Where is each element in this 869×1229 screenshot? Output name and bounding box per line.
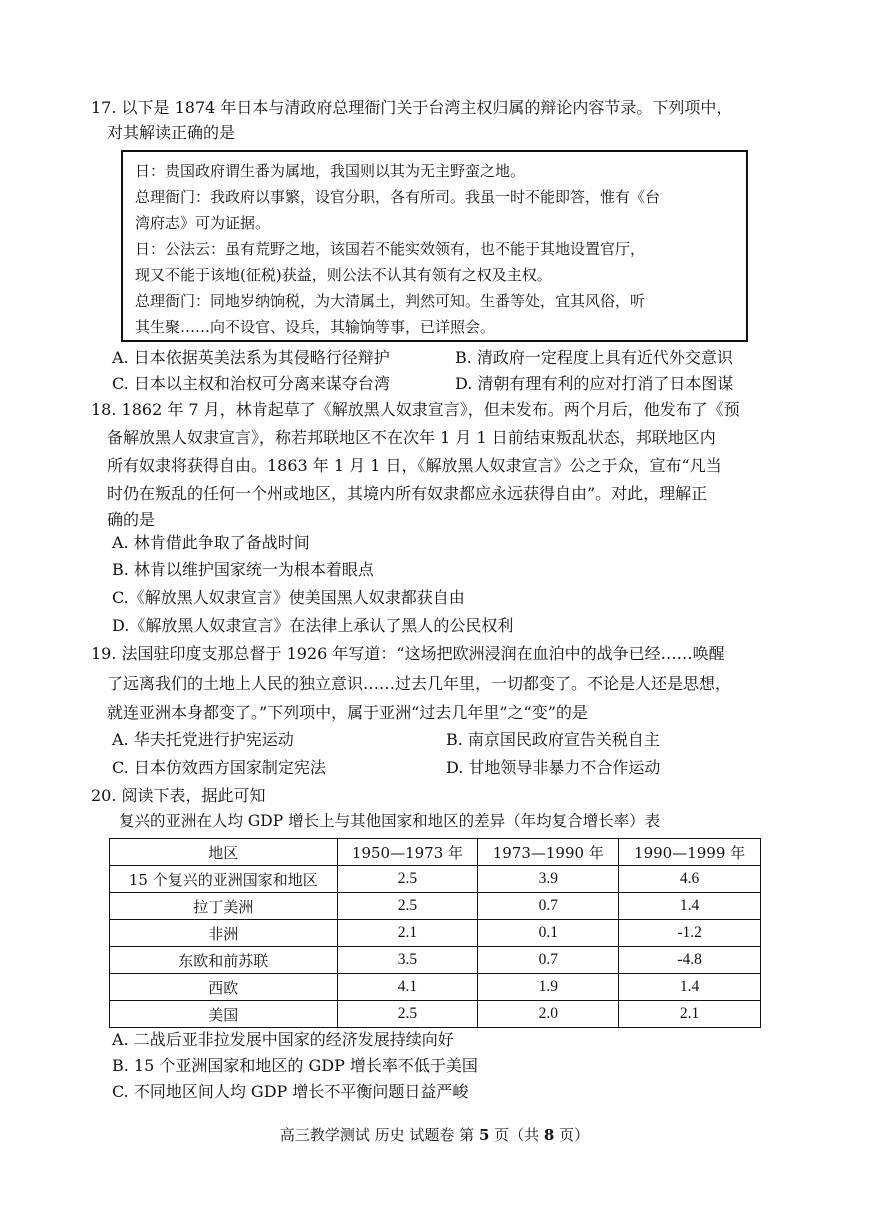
q19-option-c: C. 日本仿效西方国家制定宪法 bbox=[112, 758, 326, 777]
quote-line: 其生聚……向不设官、设兵，其输饷等事，已详照会。 bbox=[135, 318, 496, 336]
table-cell-value: 1.4 bbox=[619, 893, 761, 920]
table-cell-region: 非洲 bbox=[110, 920, 338, 947]
quote-line: 湾府志》可为证据。 bbox=[135, 214, 271, 232]
q18-option-c: C.《解放黑人奴隶宣言》使美国黑人奴隶都获自由 bbox=[112, 588, 465, 607]
q18-stem-line: 确的是 bbox=[107, 510, 156, 529]
q17-stem-line2: 对其解读正确的是 bbox=[107, 123, 236, 142]
table-cell-region: 西欧 bbox=[110, 974, 338, 1001]
q18-option-b: B. 林肯以维护国家统一为根本着眼点 bbox=[112, 560, 374, 579]
table-header-cell: 1990—1999 年 bbox=[619, 839, 761, 866]
quote-line: 日：公法云：虽有荒野之地，该国若不能实效领有，也不能于其地设置官厅， bbox=[135, 240, 646, 258]
q18-stem-line: 时仍在叛乱的任何一个州或地区，其境内所有奴隶都应永远获得自由”。对此，理解正 bbox=[107, 484, 708, 503]
table-cell-value: 0.1 bbox=[478, 920, 619, 947]
q20-option-b: B. 15 个亚洲国家和地区的 GDP 增长率不低于美国 bbox=[112, 1056, 478, 1075]
table-header-cell: 1973—1990 年 bbox=[478, 839, 619, 866]
q20-table-title: 复兴的亚洲在人均 GDP 增长上与其他国家和地区的差异（年均复合增长率）表 bbox=[119, 812, 661, 830]
table-cell-value: 1.9 bbox=[478, 974, 619, 1001]
quote-line: 总理衙门：我政府以事繁，设官分职，各有所司。我虽一时不能即答，惟有《台 bbox=[135, 188, 661, 206]
q20-stem: 20. 阅读下表，据此可知 bbox=[91, 786, 266, 805]
table-cell-region: 美国 bbox=[110, 1001, 338, 1028]
table-row bbox=[110, 893, 761, 920]
table-cell-value: 2.5 bbox=[337, 1001, 478, 1028]
table-cell-value: 2.0 bbox=[478, 1001, 619, 1028]
table-header-cell: 1950—1973 年 bbox=[337, 839, 478, 866]
q17-option-a: A. 日本依据英美法系为其侵略行径辩护 bbox=[112, 348, 390, 367]
table-cell-value: 2.1 bbox=[337, 920, 478, 947]
table-cell-value: 0.7 bbox=[478, 893, 619, 920]
q17-stem-line1: 17. 以下是 1874 年日本与清政府总理衙门关于台湾主权归属的辩论内容节录。下列项中， bbox=[91, 98, 733, 117]
gdp-growth-table bbox=[109, 838, 761, 1028]
table-row bbox=[110, 1001, 761, 1028]
q17-option-d: D. 清朝有理有利的应对打消了日本图谋 bbox=[455, 374, 734, 393]
q18-option-a: A. 林肯借此争取了备战时间 bbox=[112, 533, 310, 552]
q18-stem-line: 备解放黑人奴隶宣言》，称若邦联地区不在次年 1 月 1 日前结束叛乱状态，邦联地区内 bbox=[107, 428, 716, 447]
quote-line: 总理衙门：同地岁纳饷税，为大清属土，判然可知。生番等处，宜其风俗，听 bbox=[135, 292, 646, 310]
table-cell-value: 3.5 bbox=[337, 947, 478, 974]
table-header-cell: 地区 bbox=[110, 839, 338, 866]
q17-option-b: B. 清政府一定程度上具有近代外交意识 bbox=[455, 348, 733, 367]
table-cell-value: 0.7 bbox=[478, 947, 619, 974]
footer-total-pages: 8 bbox=[543, 1126, 555, 1144]
quote-line: 现又不能于该地(征税)获益，则公法不认其有领有之权及主权。 bbox=[135, 266, 552, 284]
q19-option-d: D. 甘地领导非暴力不合作运动 bbox=[446, 758, 661, 777]
q20-option-c: C. 不同地区间人均 GDP 增长不平衡问题日益严峻 bbox=[112, 1082, 469, 1101]
table-row bbox=[110, 866, 761, 893]
q19-option-a: A. 华夫托党进行护宪运动 bbox=[112, 730, 294, 749]
page-footer bbox=[0, 1124, 869, 1146]
q20-option-a: A. 二战后亚非拉发展中国家的经济发展持续向好 bbox=[112, 1030, 454, 1049]
table-cell-value: 2.5 bbox=[337, 866, 478, 893]
table-cell-value: 1.4 bbox=[619, 974, 761, 1001]
table-cell-region: 15 个复兴的亚洲国家和地区 bbox=[110, 866, 338, 893]
table-cell-value: 4.6 bbox=[619, 866, 761, 893]
q18-option-d: D.《解放黑人奴隶宣言》在法律上承认了黑人的公民权利 bbox=[112, 616, 514, 635]
q19-stem-line: 了远离我们的土地上人民的独立意识……过去几年里，一切都变了。不论是人还是思想， bbox=[107, 674, 732, 693]
q18-stem-line: 18. 1862 年 7 月，林肯起草了《解放黑人奴隶宣言》，但未发布。两个月后，他发布了《预 bbox=[91, 400, 740, 419]
table-cell-value: 2.1 bbox=[619, 1001, 761, 1028]
footer-suffix: 页） bbox=[554, 1126, 590, 1144]
q17-option-c: C. 日本以主权和治权可分离来谋夺台湾 bbox=[112, 374, 390, 393]
table-cell-value: 4.1 bbox=[337, 974, 478, 1001]
table-cell-value: -4.8 bbox=[619, 947, 761, 974]
q19-option-b: B. 南京国民政府宣告关税自主 bbox=[446, 730, 660, 749]
table-header-row bbox=[110, 839, 761, 866]
table-row bbox=[110, 920, 761, 947]
table-cell-value: -1.2 bbox=[619, 920, 761, 947]
table-cell-value: 3.9 bbox=[478, 866, 619, 893]
q19-stem-line: 就连亚洲本身都变了。”下列项中，属于亚洲“过去几年里”之“变”的是 bbox=[107, 703, 588, 722]
table-row bbox=[110, 947, 761, 974]
table-cell-region: 拉丁美洲 bbox=[110, 893, 338, 920]
footer-prefix: 高三教学测试 历史 试题卷 第 bbox=[279, 1126, 479, 1144]
q18-stem-line: 所有奴隶将获得自由。1863 年 1 月 1 日，《解放黑人奴隶宣言》公之于众，宣布“凡当 bbox=[107, 456, 722, 475]
q19-stem-line: 19. 法国驻印度支那总督于 1926 年写道：“这场把欧洲浸润在血泊中的战争已经……唤醒 bbox=[91, 644, 725, 663]
footer-page-number: 5 bbox=[478, 1126, 490, 1144]
table-row bbox=[110, 974, 761, 1001]
table-cell-region: 东欧和前苏联 bbox=[110, 947, 338, 974]
quote-line: 日：贵国政府谓生番为属地，我国则以其为无主野蛮之地。 bbox=[135, 162, 526, 180]
footer-middle: 页（共 bbox=[489, 1126, 544, 1144]
table-cell-value: 2.5 bbox=[337, 893, 478, 920]
q17-quote-box bbox=[121, 150, 748, 342]
